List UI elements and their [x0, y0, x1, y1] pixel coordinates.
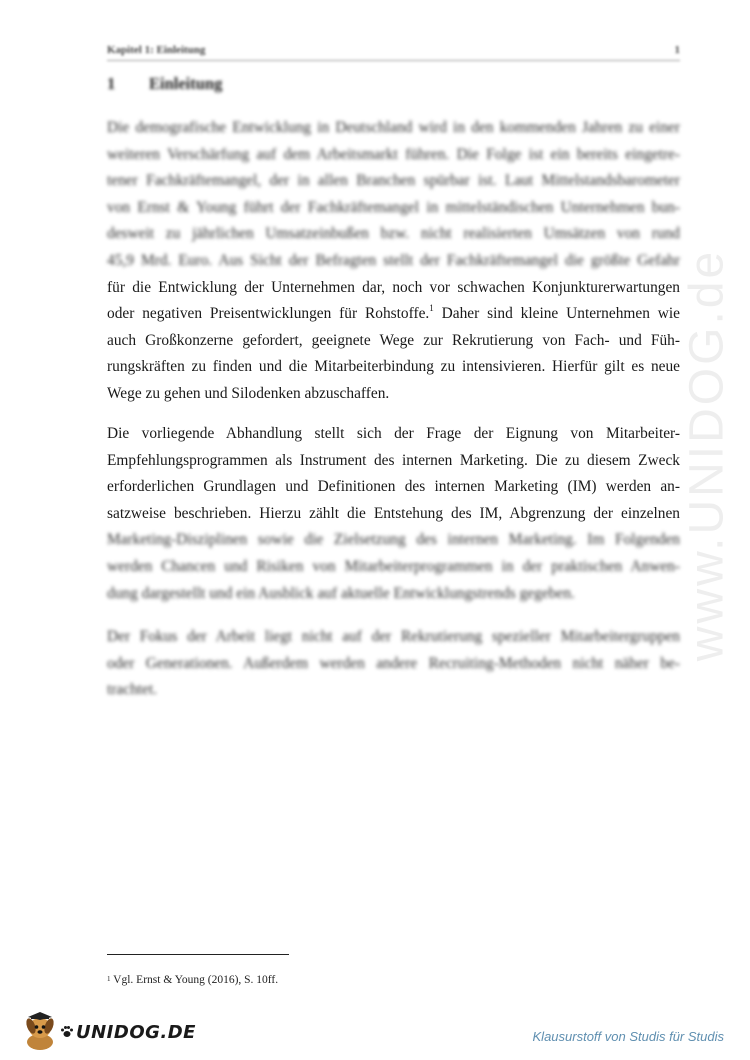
text-line: für die Entwicklung der Unternehmen dar, noch vor schwachen Konjunkturerwartungen — [107, 278, 680, 296]
unidog-logo — [22, 1012, 196, 1052]
text-line: auch Großkonzerne gefordert, geeignete Wege zur Rekrutierung von Fach- und Füh- — [107, 331, 680, 349]
footnote-divider — [107, 954, 289, 955]
footer-tagline: Klausurstoff von Studis für Studis — [532, 1029, 724, 1044]
paragraph-2 — [107, 421, 680, 607]
paragraph-1 — [107, 115, 680, 408]
blurred-line: von Ernst & Young führt der Fachkräftemangel in mittelständischen Unternehmen bun- — [107, 198, 680, 216]
blurred-line: tener Fachkräftemangel, der in allen Branchen spürbar ist. Laut Mittelstandsbarometer — [107, 172, 680, 190]
chapter-heading — [107, 74, 222, 94]
text-line — [107, 301, 680, 328]
paw-icon — [60, 1025, 74, 1039]
paragraph-3 — [107, 624, 680, 704]
text-line: Die vorliegende Abhandlung stellt sich der Frage der Eignung von Mitarbeiter- — [107, 425, 680, 442]
blurred-line: oder Generationen. Außerdem werden andere Recruiting-Methoden nicht näher be- — [107, 654, 680, 672]
footnote-number: 1 — [107, 975, 111, 983]
running-header — [107, 44, 680, 61]
text-segment: oder negativen Preisentwicklungen für Rohstoffe. — [107, 305, 430, 323]
chapter-title: Einleitung — [149, 74, 223, 93]
blurred-line: 45,9 Mrd. Euro. Aus Sicht der Befragten stellt der Fachkräftemangel die größte Gefahr — [107, 251, 680, 269]
blurred-line: Die demografische Entwicklung in Deutschland wird in den kommenden Jahren zu einer — [107, 119, 680, 136]
blurred-line: Marketing-Disziplinen sowie die Zielsetzung des internen Marketing. Im Folgenden — [107, 531, 680, 549]
text-segment: Daher sind kleine Unternehmen wie — [433, 305, 680, 323]
text-line: erforderlichen Grundlagen und Definitionen des internen Marketing (IM) werden an- — [107, 478, 680, 496]
text-line: satzweise beschrieben. Hierzu zählt die Entstehung des IM, Abgrenzung der einzelnen — [107, 504, 680, 522]
text-line: Wege zu gehen und Silodenken abzuschaffen. — [107, 384, 390, 402]
header-page-number: 1 — [674, 44, 680, 56]
blurred-line: werden Chancen und Risiken von Mitarbeiterprogrammen in der praktischen Anwen- — [107, 557, 680, 575]
blurred-line: desweit zu jährlichen Umsatzeinbußen bzw. nicht realisierten Umsätzen von rund — [107, 225, 680, 243]
watermark: www.UNIDOG.de — [680, 248, 734, 662]
header-chapter-label: Kapitel 1: Einleitung — [107, 44, 206, 56]
dog-mascot-icon — [22, 1012, 60, 1052]
logo-text: UNIDOG.DE — [76, 1021, 196, 1043]
footnote-text: Vgl. Ernst & Young (2016), S. 10ff. — [110, 974, 279, 986]
blurred-line: dung dargestellt und ein Ausblick auf aktuelle Entwicklungstrends gegeben. — [107, 584, 575, 602]
blurred-line: trachtet. — [107, 681, 157, 699]
text-line: rungskräften zu finden und die Mitarbeiterbindung zu intensivieren. Hierfür gilt es neue — [107, 358, 680, 376]
footnote — [107, 974, 278, 986]
blurred-line: Der Fokus der Arbeit liegt nicht auf der Rekrutierung spezieller Mitarbeitergruppen — [107, 628, 680, 645]
text-line: Empfehlungsprogrammen als Instrument des internen Marketing. Die zu diesem Zweck — [107, 451, 680, 469]
blurred-line: weiteren Verschärfung auf dem Arbeitsmarkt führen. Die Folge ist ein bereits eingetre- — [107, 145, 680, 163]
footnote-reference: 1 — [429, 303, 434, 314]
chapter-number: 1 — [107, 74, 116, 93]
